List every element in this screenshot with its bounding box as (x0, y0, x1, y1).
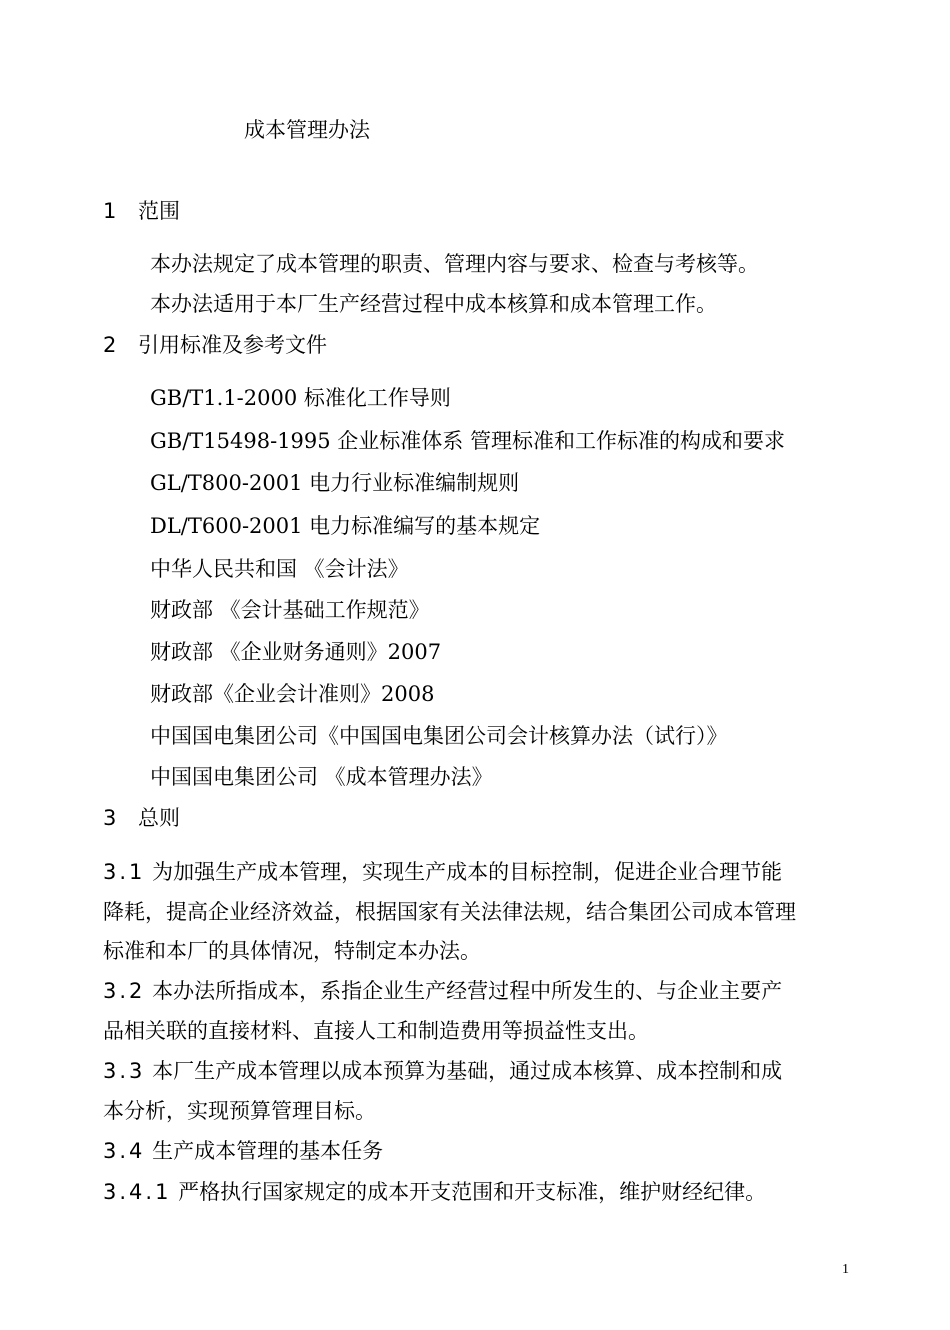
reference-item: 财政部 《企业财务通则》2007 (150, 640, 442, 664)
reference-item: 中华人民共和国 《会计法》 (150, 557, 409, 581)
clause-text-continued: 降耗，提高企业经济效益，根据国家有关法律法规，结合集团公司成本管理 (103, 900, 796, 924)
reference-item: GB/T15498-1995 企业标准体系 管理标准和工作标准的构成和要求 (150, 429, 785, 453)
clause-text-continued: 本分析，实现预算管理目标。 (103, 1099, 376, 1123)
clause-3-3 (103, 1057, 782, 1085)
section-number: 2 (103, 333, 117, 357)
page-title: 成本管理办法 (244, 118, 370, 142)
clause-3-4-1 (103, 1178, 766, 1206)
clause-3-4 (103, 1137, 383, 1165)
reference-item: GB/T1.1-2000 标准化工作导则 (150, 386, 451, 410)
section-title: 总则 (138, 806, 180, 830)
scope-line: 本办法适用于本厂生产经营过程中成本核算和成本管理工作。 (150, 292, 717, 316)
reference-item: 财政部 《会计基础工作规范》 (150, 598, 430, 622)
clause-number: 3.4 (103, 1139, 146, 1163)
reference-item: DL/T600-2001 电力标准编写的基本规定 (150, 514, 541, 538)
section-heading-3 (103, 804, 180, 832)
reference-item: 中国国电集团公司《中国国电集团公司会计核算办法（试行）》 (150, 724, 728, 748)
clause-text: 为加强生产成本管理，实现生产成本的目标控制，促进企业合理节能 (152, 860, 783, 884)
clause-number: 3.3 (103, 1059, 146, 1083)
clause-text-continued: 标准和本厂的具体情况，特制定本办法。 (103, 939, 481, 963)
section-title: 范围 (138, 199, 180, 223)
clause-number: 3.2 (103, 979, 146, 1003)
page-number: 1 (842, 1262, 849, 1277)
section-heading-1 (103, 197, 180, 225)
clause-3-2 (103, 977, 782, 1005)
clause-text: 严格执行国家规定的成本开支范围和开支标准，维护财经纪律。 (178, 1180, 767, 1204)
section-number: 1 (103, 199, 117, 223)
scope-line: 本办法规定了成本管理的职责、管理内容与要求、检查与考核等。 (150, 252, 759, 276)
clause-number: 3.4.1 (103, 1180, 172, 1204)
reference-item: GL/T800-2001 电力行业标准编制规则 (150, 471, 520, 495)
section-heading-2 (103, 331, 327, 359)
clause-number: 3.1 (103, 860, 146, 884)
section-title: 引用标准及参考文件 (138, 333, 327, 357)
clause-text: 生产成本管理的基本任务 (152, 1139, 384, 1163)
clause-text: 本厂生产成本管理以成本预算为基础，通过成本核算、成本控制和成 (152, 1059, 783, 1083)
clause-3-1 (103, 858, 782, 886)
reference-item: 财政部《企业会计准则》2008 (150, 682, 435, 706)
clause-text-continued: 品相关联的直接材料、直接人工和制造费用等损益性支出。 (103, 1019, 649, 1043)
section-number: 3 (103, 806, 117, 830)
reference-item: 中国国电集团公司 《成本管理办法》 (150, 765, 493, 789)
clause-text: 本办法所指成本，系指企业生产经营过程中所发生的、与企业主要产 (152, 979, 783, 1003)
